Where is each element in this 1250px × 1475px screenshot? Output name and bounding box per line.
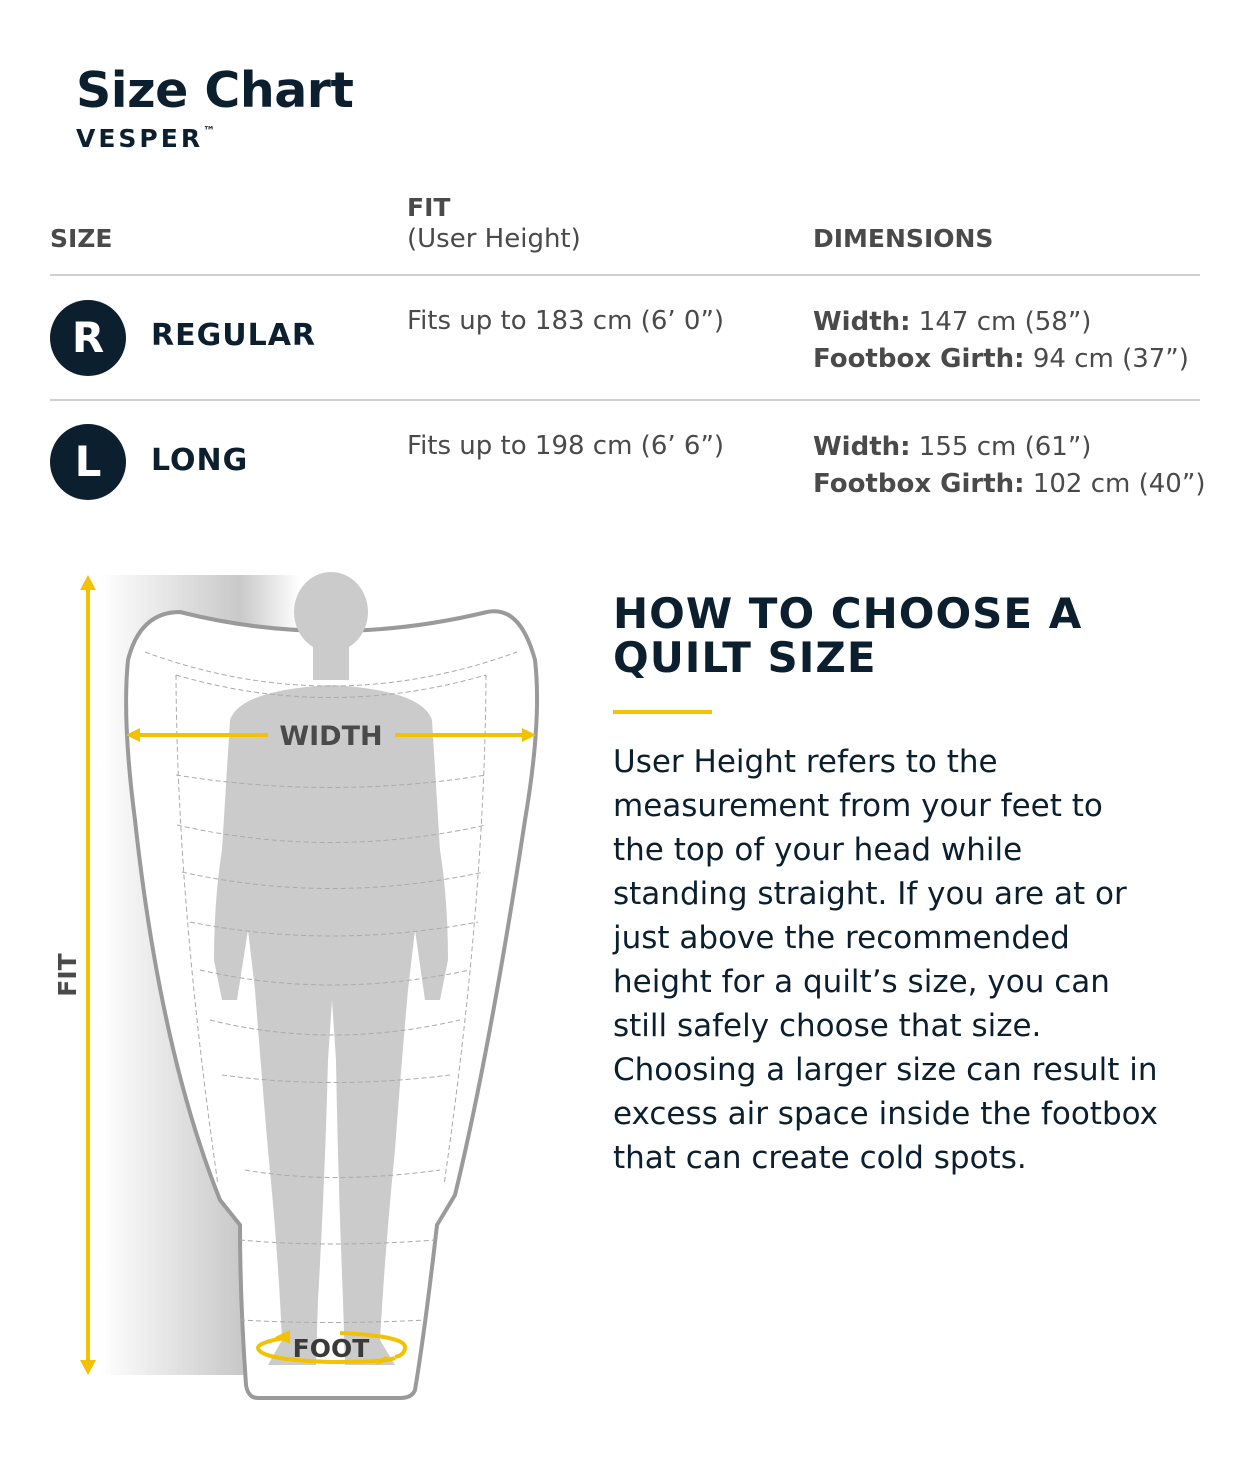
width-value: 147 cm (58”): [910, 307, 1092, 337]
page-title: Size Chart: [76, 62, 354, 119]
guide-line: just above the recommended: [613, 920, 1070, 956]
width-label: WIDTH: [279, 721, 383, 752]
guide-heading: HOW TO CHOOSE A QUILT SIZE: [613, 589, 1083, 682]
accent-bar: [613, 710, 712, 714]
girth-label: Footbox Girth:: [813, 344, 1025, 374]
guide-line: measurement from your feet to: [613, 788, 1103, 824]
fit-label: FIT: [53, 953, 82, 997]
width-label: Width:: [813, 432, 911, 462]
guide-line: that can create cold spots.: [613, 1140, 1027, 1176]
column-header-fit-sub: (User Height): [407, 224, 581, 254]
width-value: 155 cm (61”): [910, 432, 1092, 462]
guide-line: Choosing a larger size can result in: [613, 1052, 1158, 1088]
product-name-text: VESPER: [76, 124, 204, 153]
column-header-fit: FIT: [407, 193, 451, 222]
guide-line: standing straight. If you are at or: [613, 876, 1127, 912]
quilt-diagram: [0, 0, 600, 1475]
guide-line: the top of your head while: [613, 832, 1023, 868]
size-name: LONG: [151, 443, 249, 478]
size-badge: L: [50, 424, 126, 500]
foot-label: FOOT: [292, 1334, 370, 1363]
trademark: ™: [203, 124, 216, 138]
fit-value: Fits up to 183 cm (6’ 0”): [407, 306, 725, 336]
guide-line: still safely choose that size.: [613, 1008, 1042, 1044]
girth-value: 94 cm (37”): [1024, 344, 1189, 374]
dimensions-value: [813, 304, 1189, 378]
girth-label: Footbox Girth:: [813, 469, 1025, 499]
fit-value: Fits up to 198 cm (6’ 6”): [407, 431, 725, 461]
guide-paragraph: [613, 740, 1233, 1180]
width-label: Width:: [813, 307, 911, 337]
size-name: REGULAR: [151, 318, 317, 353]
fit-arrow: [80, 575, 96, 1375]
column-header-size: SIZE: [50, 224, 113, 253]
column-header-dimensions: DIMENSIONS: [813, 224, 994, 253]
guide-line: height for a quilt’s size, you can: [613, 964, 1110, 1000]
size-badge: R: [50, 300, 126, 376]
dimensions-value: [813, 429, 1205, 503]
girth-value: 102 cm (40”): [1024, 469, 1206, 499]
guide-line: excess air space inside the footbox: [613, 1096, 1158, 1132]
guide-line: User Height refers to the: [613, 744, 998, 780]
